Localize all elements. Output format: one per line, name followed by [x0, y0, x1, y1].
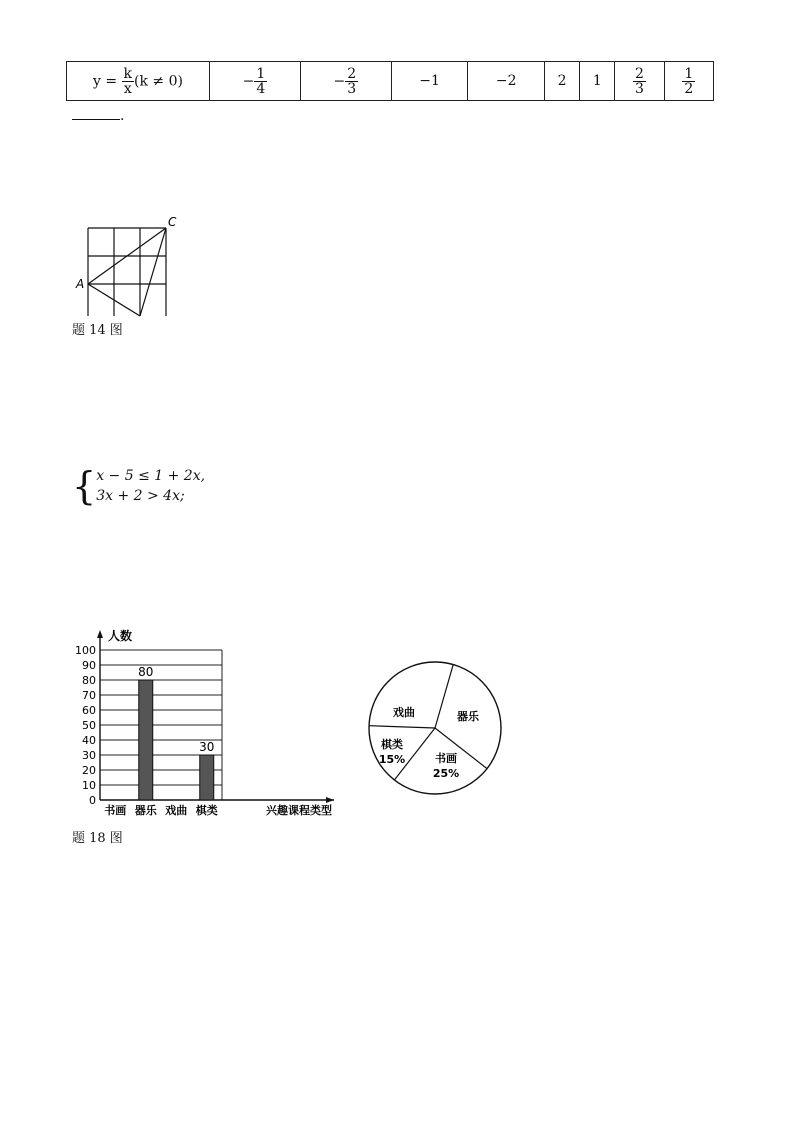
y-tick-label: 40: [82, 734, 96, 747]
pie-chart: [360, 648, 510, 808]
pie-percent-label: 15%: [378, 753, 406, 766]
table-cell: 1: [580, 62, 615, 101]
q17-part1: [72, 464, 205, 508]
bar: [200, 755, 214, 800]
figure-14-caption: 题 14 图: [72, 323, 123, 338]
x-tick-label: 棋类: [195, 804, 218, 817]
header-x: x: [123, 80, 132, 97]
inequality-2: 3x + 2 > 4x;: [96, 488, 185, 504]
header-fraction: [122, 67, 134, 96]
table-cell: $\frac{1}{2}$: [664, 62, 713, 101]
pie-slice-label: 棋类: [381, 738, 403, 751]
y-tick-label: 100: [75, 644, 96, 657]
pie-slice-edge: [435, 665, 453, 728]
y-tick-label: 10: [82, 779, 96, 792]
y-tick-label: 70: [82, 689, 96, 702]
figure-14: [70, 212, 190, 324]
label-a: A: [76, 277, 85, 291]
table-cell: − $\frac{2}{3}$: [300, 62, 391, 101]
triangle-side-bc: [140, 228, 166, 316]
header-k: k: [123, 65, 133, 82]
pie-slice-edge: [369, 726, 435, 728]
y-tick-label: 20: [82, 764, 96, 777]
table-header-cell: [67, 62, 210, 101]
x-axis-label: 兴趣课程类型: [266, 804, 332, 817]
figure-18-caption: 题 18 图: [72, 831, 123, 846]
bar-value-label: 80: [138, 665, 154, 679]
bar: [139, 680, 153, 800]
bar-chart: [72, 628, 342, 818]
y-tick-label: 80: [82, 674, 96, 687]
pie-slice-label: 书画: [435, 752, 457, 765]
label-c: C: [168, 215, 177, 229]
q13-tail: .: [72, 105, 724, 127]
x-tick-label: 书画: [104, 804, 127, 817]
value-table: [66, 61, 714, 101]
x-tick-label: 器乐: [134, 804, 157, 817]
pie-slice-label: 器乐: [457, 710, 479, 723]
x-tick-label: 戏曲: [165, 804, 188, 817]
answer-blank[interactable]: [72, 105, 120, 120]
pie-slice-label: 戏曲: [393, 706, 415, 719]
inequality-1: x − 5 ≤ 1 + 2x,: [96, 468, 206, 484]
header-cond: (k ≠ 0): [134, 73, 183, 89]
x-axis-arrow: [326, 797, 334, 803]
y-axis-arrow: [97, 630, 103, 638]
table-cell: −2: [468, 62, 545, 101]
pie-percent-label: 25%: [432, 767, 460, 780]
brace: {: [72, 464, 97, 508]
y-tick-label: 30: [82, 749, 96, 762]
bar-value-label: 30: [199, 740, 215, 754]
table-cell: 2: [545, 62, 580, 101]
table-cell: $\frac{2}{3}$: [615, 62, 664, 101]
y-tick-label: 50: [82, 719, 96, 732]
table-cell: − $\frac{1}{4}$: [210, 62, 301, 101]
y-tick-label: 0: [89, 794, 96, 807]
header-y: y =: [93, 73, 118, 89]
y-tick-label: 90: [82, 659, 96, 672]
y-tick-label: 60: [82, 704, 96, 717]
table-cell: −1: [391, 62, 468, 101]
y-axis-label: 人数: [108, 629, 133, 643]
